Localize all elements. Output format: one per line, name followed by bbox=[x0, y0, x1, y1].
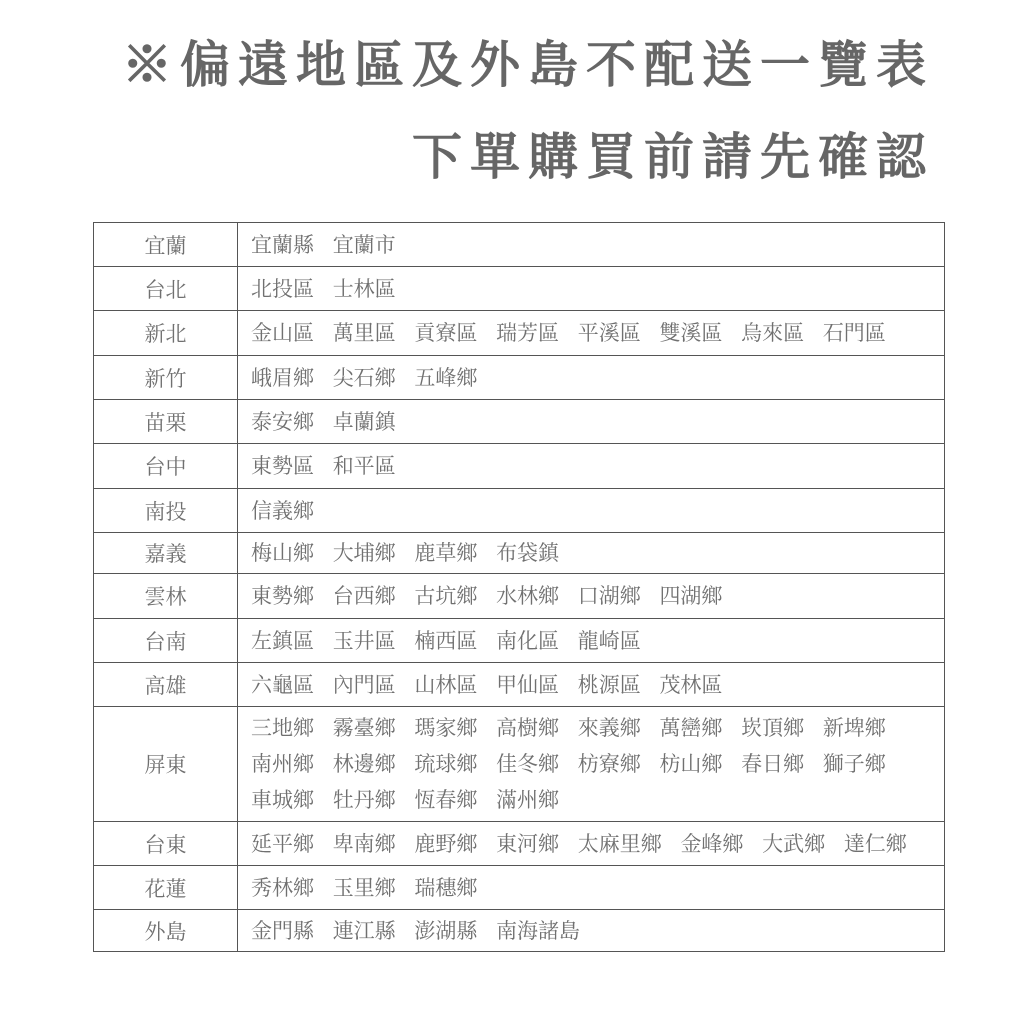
area-name: 東勢區 bbox=[251, 454, 314, 478]
areas-cell bbox=[238, 663, 945, 707]
area-name: 士林區 bbox=[332, 276, 396, 301]
area-name: 三地鄉 bbox=[251, 716, 314, 740]
area-name: 北投區 bbox=[251, 276, 314, 301]
area-name: 琉球鄉 bbox=[414, 752, 478, 776]
area-name: 峨眉鄉 bbox=[251, 365, 314, 390]
area-name: 林邊鄉 bbox=[332, 752, 396, 776]
area-name: 甲仙區 bbox=[496, 672, 560, 697]
region-cell: 宜蘭 bbox=[94, 223, 238, 267]
area-name: 南州鄉 bbox=[251, 752, 314, 776]
area-name: 瑪家鄉 bbox=[414, 716, 478, 740]
area-name: 烏來區 bbox=[741, 321, 805, 345]
area-name: 尖石鄉 bbox=[332, 365, 396, 390]
region-cell: 苗栗 bbox=[94, 400, 238, 444]
area-name: 澎湖縣 bbox=[414, 918, 478, 943]
areas-cell bbox=[238, 574, 945, 619]
area-name: 佳冬鄉 bbox=[496, 752, 560, 776]
areas-cell bbox=[238, 489, 945, 533]
region-cell: 新北 bbox=[94, 311, 238, 356]
area-name: 恆春鄉 bbox=[414, 788, 478, 812]
area-name: 石門區 bbox=[822, 321, 886, 345]
area-name: 信義鄉 bbox=[251, 498, 314, 523]
table-row bbox=[94, 400, 945, 444]
table-row bbox=[94, 619, 945, 663]
region-cell: 台中 bbox=[94, 444, 238, 489]
area-name: 東河鄉 bbox=[496, 831, 560, 856]
region-cell: 高雄 bbox=[94, 663, 238, 707]
areas-cell bbox=[238, 619, 945, 663]
table-row bbox=[94, 866, 945, 910]
areas-cell bbox=[238, 400, 945, 444]
area-name: 太麻里鄉 bbox=[577, 831, 662, 856]
area-name: 達仁鄉 bbox=[843, 831, 907, 856]
area-name: 枋山鄉 bbox=[659, 752, 723, 776]
region-cell: 台東 bbox=[94, 822, 238, 866]
area-name: 春日鄉 bbox=[741, 752, 805, 776]
area-name: 崁頂鄉 bbox=[741, 716, 805, 740]
region-cell: 台北 bbox=[94, 267, 238, 311]
delivery-exclusion-table bbox=[93, 222, 945, 952]
area-name: 大武鄉 bbox=[762, 831, 826, 856]
areas-cell bbox=[238, 910, 945, 952]
areas-cell bbox=[238, 707, 945, 822]
area-name: 龍崎區 bbox=[577, 628, 641, 653]
area-name: 五峰鄉 bbox=[414, 365, 478, 390]
area-name: 六龜區 bbox=[251, 672, 314, 697]
area-name: 貢寮區 bbox=[414, 321, 478, 345]
area-name: 南海諸島 bbox=[496, 918, 581, 943]
area-name: 大埔鄉 bbox=[332, 541, 396, 565]
area-name: 和平區 bbox=[332, 454, 396, 478]
region-cell: 外島 bbox=[94, 910, 238, 952]
areas-cell bbox=[238, 223, 945, 267]
area-name: 來義鄉 bbox=[577, 716, 641, 740]
area-name: 金山區 bbox=[251, 321, 314, 345]
table-row bbox=[94, 311, 945, 356]
area-name: 鹿草鄉 bbox=[414, 541, 478, 565]
region-cell: 嘉義 bbox=[94, 533, 238, 574]
area-name: 玉井區 bbox=[332, 628, 396, 653]
region-cell: 新竹 bbox=[94, 356, 238, 400]
area-name: 萬巒鄉 bbox=[659, 716, 723, 740]
area-name: 桃源區 bbox=[577, 672, 641, 697]
area-name: 牡丹鄉 bbox=[332, 788, 396, 812]
region-cell: 雲林 bbox=[94, 574, 238, 619]
areas-cell bbox=[238, 444, 945, 489]
areas-cell bbox=[238, 356, 945, 400]
table-row bbox=[94, 223, 945, 267]
area-name: 宜蘭市 bbox=[332, 232, 396, 257]
area-name: 宜蘭縣 bbox=[251, 232, 314, 257]
table-row bbox=[94, 707, 945, 822]
area-name: 秀林鄉 bbox=[251, 875, 314, 900]
areas-cell bbox=[238, 311, 945, 356]
area-name: 萬里區 bbox=[332, 321, 396, 345]
area-name: 四湖鄉 bbox=[659, 584, 723, 608]
areas-cell bbox=[238, 866, 945, 910]
table-body bbox=[94, 223, 945, 952]
area-name: 平溪區 bbox=[577, 321, 641, 345]
area-name: 金峰鄉 bbox=[680, 831, 744, 856]
area-name: 古坑鄉 bbox=[414, 584, 478, 608]
areas-cell bbox=[238, 267, 945, 311]
page-subtitle: 下單購買前請先確認 bbox=[412, 127, 934, 186]
area-name: 左鎮區 bbox=[251, 628, 314, 653]
region-cell: 花蓮 bbox=[94, 866, 238, 910]
page-title: ※偏遠地區及外島不配送一覽表 bbox=[122, 35, 934, 94]
table-row bbox=[94, 663, 945, 707]
area-name: 口湖鄉 bbox=[577, 584, 641, 608]
area-name: 滿州鄉 bbox=[496, 788, 560, 812]
area-name: 霧臺鄉 bbox=[332, 716, 396, 740]
areas-cell bbox=[238, 822, 945, 866]
area-name: 玉里鄉 bbox=[332, 875, 396, 900]
area-name: 卑南鄉 bbox=[332, 831, 396, 856]
area-name: 南化區 bbox=[496, 628, 560, 653]
area-name: 楠西區 bbox=[414, 628, 478, 653]
table-row bbox=[94, 444, 945, 489]
table-row bbox=[94, 533, 945, 574]
area-name: 卓蘭鎮 bbox=[332, 409, 396, 434]
area-name: 車城鄉 bbox=[251, 788, 314, 812]
area-name: 瑞穗鄉 bbox=[414, 875, 478, 900]
table-row bbox=[94, 574, 945, 619]
area-name: 茂林區 bbox=[659, 672, 723, 697]
area-name: 梅山鄉 bbox=[251, 541, 314, 565]
area-name: 鹿野鄉 bbox=[414, 831, 478, 856]
area-name: 枋寮鄉 bbox=[577, 752, 641, 776]
area-name: 布袋鎮 bbox=[496, 541, 560, 565]
area-name: 水林鄉 bbox=[496, 584, 560, 608]
area-name: 連江縣 bbox=[332, 918, 396, 943]
area-name: 金門縣 bbox=[251, 918, 314, 943]
area-name: 內門區 bbox=[332, 672, 396, 697]
area-name: 延平鄉 bbox=[251, 831, 314, 856]
areas-cell bbox=[238, 533, 945, 574]
area-name: 高樹鄉 bbox=[496, 716, 560, 740]
region-cell: 南投 bbox=[94, 489, 238, 533]
area-name: 山林區 bbox=[414, 672, 478, 697]
area-name: 獅子鄉 bbox=[822, 752, 886, 776]
region-cell: 屏東 bbox=[94, 707, 238, 822]
region-cell: 台南 bbox=[94, 619, 238, 663]
area-name: 台西鄉 bbox=[332, 584, 396, 608]
area-name: 泰安鄉 bbox=[251, 409, 314, 434]
table-row bbox=[94, 489, 945, 533]
area-name: 新埤鄉 bbox=[822, 716, 886, 740]
table-row bbox=[94, 910, 945, 952]
table-row bbox=[94, 267, 945, 311]
area-name: 雙溪區 bbox=[659, 321, 723, 345]
area-name: 瑞芳區 bbox=[496, 321, 560, 345]
table-row bbox=[94, 356, 945, 400]
area-name: 東勢鄉 bbox=[251, 584, 314, 608]
table-row bbox=[94, 822, 945, 866]
